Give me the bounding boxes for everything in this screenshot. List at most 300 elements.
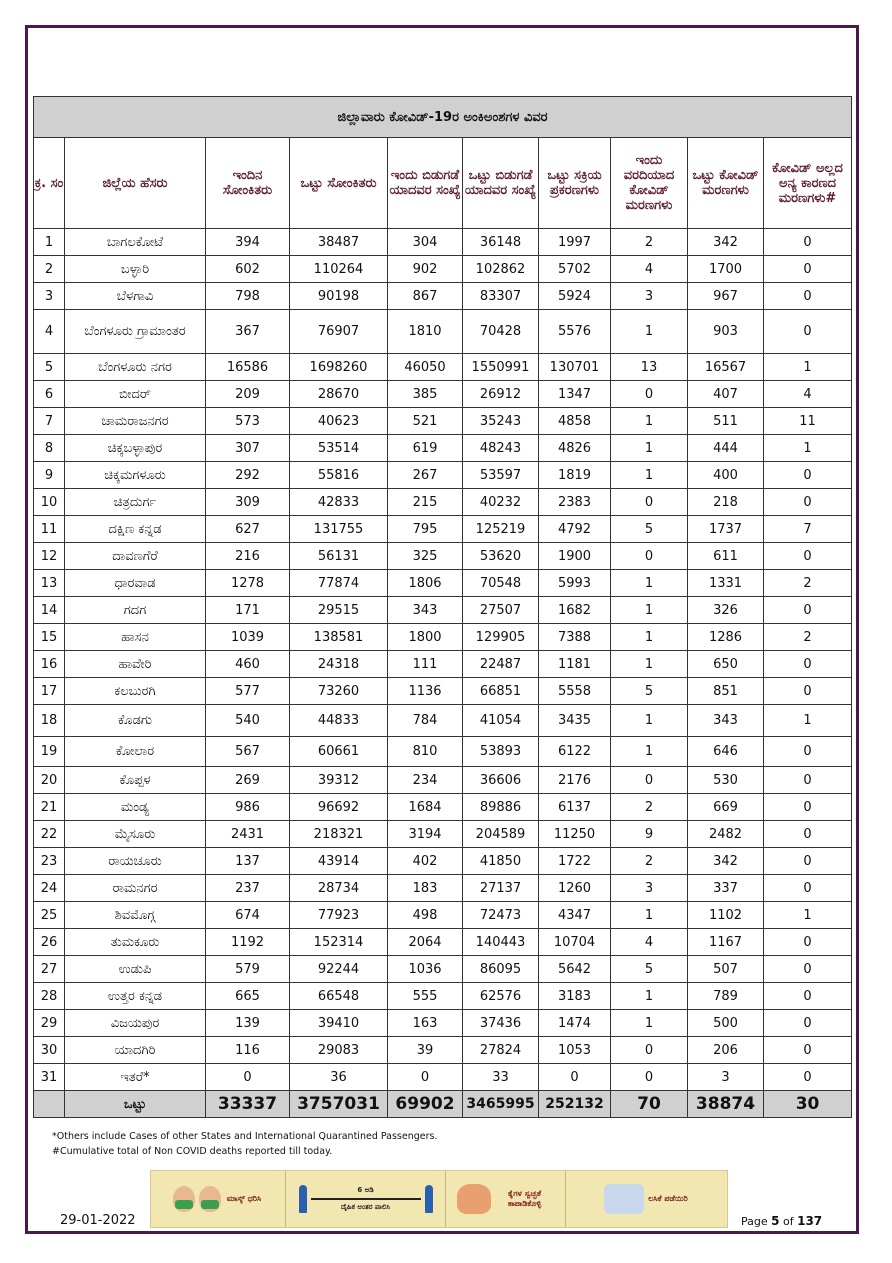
cell-active: 1474	[539, 1010, 611, 1037]
footnote-others: *Others include Cases of other States and International Quarantined Passengers.	[52, 1131, 438, 1142]
banner-vaccine	[566, 1171, 726, 1227]
cell-active: 4826	[539, 435, 611, 462]
cell-total-discharged: 1550991	[463, 354, 539, 381]
footnotes	[52, 1129, 438, 1159]
cell-today-positive: 269	[206, 767, 290, 794]
cell-today-deaths: 0	[611, 543, 688, 570]
cell-non-covid-deaths: 0	[764, 462, 852, 489]
cell-total-positive: 73260	[290, 678, 388, 705]
cell-non-covid-deaths: 0	[764, 651, 852, 678]
table-row	[34, 737, 852, 767]
table-title: ಜಿಲ್ಲಾವಾರು ಕೋವಿಡ್-19ರ ಅಂಕಿಅಂಶಗಳ ವಿವರ	[34, 97, 852, 138]
cell-active: 10704	[539, 929, 611, 956]
cell-total-positive: 29083	[290, 1037, 388, 1064]
total-today-positive: 33337	[206, 1091, 290, 1118]
cell-total-discharged: 35243	[463, 408, 539, 435]
header-active: ಒಟ್ಟು ಸಕ್ರಿಯ ಪ್ರಕರಣಗಳು	[539, 138, 611, 229]
cell-today-discharged: 619	[388, 435, 463, 462]
cell-sl: 27	[34, 956, 65, 983]
table-row	[34, 848, 852, 875]
cell-district: ಚಿಕ್ಕಮಗಳೂರು	[65, 462, 206, 489]
cell-active: 1900	[539, 543, 611, 570]
header-today-positive: ಇಂದಿನ ಸೋಂಕಿತರು	[206, 138, 290, 229]
person-icon	[425, 1185, 433, 1213]
cell-today-positive: 367	[206, 310, 290, 354]
cell-total-positive: 53514	[290, 435, 388, 462]
distance-value: 6 ಅಡಿ	[357, 1186, 374, 1194]
table-row	[34, 1037, 852, 1064]
cell-total-discharged: 125219	[463, 516, 539, 543]
cell-total-positive: 90198	[290, 283, 388, 310]
cell-sl: 12	[34, 543, 65, 570]
district-covid-table	[33, 96, 852, 1118]
cell-total-discharged: 36148	[463, 229, 539, 256]
banner-vaccine-label: ಲಸಿಕೆ ಪಡೆಯಿರಿ	[648, 1194, 688, 1203]
cell-sl: 10	[34, 489, 65, 516]
table-row	[34, 229, 852, 256]
cell-today-discharged: 867	[388, 283, 463, 310]
cell-today-positive: 2431	[206, 821, 290, 848]
cell-today-discharged: 1800	[388, 624, 463, 651]
banner-distance	[286, 1171, 446, 1227]
total-total-positive: 3757031	[290, 1091, 388, 1118]
cell-total-discharged: 72473	[463, 902, 539, 929]
cell-today-deaths: 13	[611, 354, 688, 381]
cell-today-deaths: 0	[611, 1064, 688, 1091]
cell-total-deaths: 326	[688, 597, 764, 624]
cell-total-discharged: 53597	[463, 462, 539, 489]
header-today-deaths: ಇಂದು ವರದಿಯಾದ ಕೋವಿಡ್ ಮರಣಗಳು	[611, 138, 688, 229]
cell-total-deaths: 16567	[688, 354, 764, 381]
cell-total-positive: 92244	[290, 956, 388, 983]
cell-total-discharged: 33	[463, 1064, 539, 1091]
cell-today-deaths: 0	[611, 381, 688, 408]
cell-total-discharged: 40232	[463, 489, 539, 516]
table-row	[34, 435, 852, 462]
cell-active: 4347	[539, 902, 611, 929]
cell-sl: 24	[34, 875, 65, 902]
cell-non-covid-deaths: 0	[764, 929, 852, 956]
double-arrow-icon	[311, 1198, 421, 1200]
vaccination-icon	[604, 1184, 644, 1214]
table-row	[34, 489, 852, 516]
cell-today-discharged: 183	[388, 875, 463, 902]
cell-district: ಮೈಸೂರು	[65, 821, 206, 848]
cell-today-positive: 209	[206, 381, 290, 408]
cell-today-discharged: 343	[388, 597, 463, 624]
cell-total-deaths: 342	[688, 848, 764, 875]
cell-sl: 26	[34, 929, 65, 956]
total-today-deaths: 70	[611, 1091, 688, 1118]
table-row	[34, 354, 852, 381]
cell-today-deaths: 1	[611, 1010, 688, 1037]
cell-non-covid-deaths: 0	[764, 848, 852, 875]
cell-today-discharged: 215	[388, 489, 463, 516]
cell-non-covid-deaths: 4	[764, 381, 852, 408]
cell-today-deaths: 3	[611, 875, 688, 902]
table-row	[34, 570, 852, 597]
cell-today-discharged: 1810	[388, 310, 463, 354]
cell-total-deaths: 669	[688, 794, 764, 821]
cell-today-discharged: 1684	[388, 794, 463, 821]
cell-today-discharged: 2064	[388, 929, 463, 956]
cell-today-discharged: 46050	[388, 354, 463, 381]
cell-district: ತುಮಕೂರು	[65, 929, 206, 956]
cell-total-positive: 110264	[290, 256, 388, 283]
cell-total-deaths: 646	[688, 737, 764, 767]
cell-today-deaths: 1	[611, 737, 688, 767]
cell-total-discharged: 27824	[463, 1037, 539, 1064]
page-current: 5	[771, 1214, 780, 1228]
total-active: 252132	[539, 1091, 611, 1118]
cell-today-discharged: 325	[388, 543, 463, 570]
table-row	[34, 408, 852, 435]
cell-today-discharged: 3194	[388, 821, 463, 848]
cell-non-covid-deaths: 0	[764, 767, 852, 794]
cell-today-discharged: 402	[388, 848, 463, 875]
cell-today-deaths: 1	[611, 435, 688, 462]
cell-total-discharged: 86095	[463, 956, 539, 983]
cell-total-discharged: 70428	[463, 310, 539, 354]
cell-district: ಚಿಕ್ಕಬಳ್ಳಾಪುರ	[65, 435, 206, 462]
cell-total-deaths: 789	[688, 983, 764, 1010]
hand-wash-icon	[457, 1184, 491, 1214]
cell-sl: 23	[34, 848, 65, 875]
cell-total-deaths: 337	[688, 875, 764, 902]
cell-sl: 19	[34, 737, 65, 767]
cell-today-discharged: 498	[388, 902, 463, 929]
cell-total-deaths: 206	[688, 1037, 764, 1064]
total-row	[34, 1091, 852, 1118]
cell-total-positive: 96692	[290, 794, 388, 821]
cell-today-discharged: 902	[388, 256, 463, 283]
cell-non-covid-deaths: 0	[764, 875, 852, 902]
cell-today-positive: 309	[206, 489, 290, 516]
cell-today-deaths: 9	[611, 821, 688, 848]
cell-today-deaths: 5	[611, 678, 688, 705]
cell-active: 1819	[539, 462, 611, 489]
cell-total-deaths: 407	[688, 381, 764, 408]
cell-today-discharged: 163	[388, 1010, 463, 1037]
cell-total-positive: 29515	[290, 597, 388, 624]
cell-district: ಚಾಮರಾಜನಗರ	[65, 408, 206, 435]
cell-total-deaths: 218	[688, 489, 764, 516]
masked-face-icon	[173, 1186, 195, 1212]
cell-today-deaths: 3	[611, 283, 688, 310]
cell-non-covid-deaths: 0	[764, 283, 852, 310]
cell-non-covid-deaths: 0	[764, 737, 852, 767]
cell-active: 6137	[539, 794, 611, 821]
cell-non-covid-deaths: 7	[764, 516, 852, 543]
cell-today-deaths: 1	[611, 624, 688, 651]
cell-district: ಮಂಡ್ಯ	[65, 794, 206, 821]
table-row	[34, 902, 852, 929]
cell-sl: 31	[34, 1064, 65, 1091]
cell-non-covid-deaths: 0	[764, 229, 852, 256]
header-total-deaths: ಒಟ್ಟು ಕೋವಿಡ್ ಮರಣಗಳು	[688, 138, 764, 229]
table-row	[34, 875, 852, 902]
cell-total-discharged: 41850	[463, 848, 539, 875]
cell-total-deaths: 511	[688, 408, 764, 435]
table-row	[34, 256, 852, 283]
table-row	[34, 597, 852, 624]
cell-total-discharged: 41054	[463, 705, 539, 737]
cell-today-deaths: 1	[611, 651, 688, 678]
cell-district: ಕಲಬುರಗಿ	[65, 678, 206, 705]
cell-active: 1682	[539, 597, 611, 624]
cell-active: 130701	[539, 354, 611, 381]
cell-today-discharged: 267	[388, 462, 463, 489]
table-row	[34, 821, 852, 848]
cell-today-positive: 665	[206, 983, 290, 1010]
cell-non-covid-deaths: 0	[764, 543, 852, 570]
cell-active: 4858	[539, 408, 611, 435]
table-row	[34, 929, 852, 956]
cell-total-positive: 24318	[290, 651, 388, 678]
cell-total-positive: 40623	[290, 408, 388, 435]
cell-sl: 16	[34, 651, 65, 678]
cell-district: ಕೊಡಗು	[65, 705, 206, 737]
cell-sl: 15	[34, 624, 65, 651]
cell-active: 5576	[539, 310, 611, 354]
masked-face-icon	[199, 1186, 221, 1212]
cell-active: 1347	[539, 381, 611, 408]
cell-sl: 14	[34, 597, 65, 624]
cell-today-deaths: 1	[611, 983, 688, 1010]
cell-active: 11250	[539, 821, 611, 848]
cell-district: ಶಿವಮೊಗ್ಗ	[65, 902, 206, 929]
cell-today-positive: 307	[206, 435, 290, 462]
cell-district: ಬಳ್ಳಾರಿ	[65, 256, 206, 283]
header-district: ಜಿಲ್ಲೆಯ ಹೆಸರು	[65, 138, 206, 229]
cell-active: 1722	[539, 848, 611, 875]
cell-today-positive: 627	[206, 516, 290, 543]
cell-sl: 1	[34, 229, 65, 256]
cell-sl: 22	[34, 821, 65, 848]
cell-total-deaths: 342	[688, 229, 764, 256]
cell-today-deaths: 0	[611, 767, 688, 794]
cell-total-positive: 1698260	[290, 354, 388, 381]
cell-sl: 30	[34, 1037, 65, 1064]
cell-today-positive: 16586	[206, 354, 290, 381]
cell-total-discharged: 53620	[463, 543, 539, 570]
cell-today-discharged: 1036	[388, 956, 463, 983]
total-sl	[34, 1091, 65, 1118]
banner-mask-label: ಮಾಸ್ಕ್ ಧರಿಸಿ	[226, 1194, 262, 1203]
cell-total-positive: 36	[290, 1064, 388, 1091]
cell-total-positive: 77923	[290, 902, 388, 929]
cell-today-discharged: 521	[388, 408, 463, 435]
cell-non-covid-deaths: 2	[764, 624, 852, 651]
cell-total-discharged: 37436	[463, 1010, 539, 1037]
header-total-positive: ಒಟ್ಟು ಸೋಂಕಿತರು	[290, 138, 388, 229]
cell-total-positive: 152314	[290, 929, 388, 956]
cell-active: 7388	[539, 624, 611, 651]
cell-sl: 29	[34, 1010, 65, 1037]
cell-total-positive: 28734	[290, 875, 388, 902]
cell-today-deaths: 1	[611, 705, 688, 737]
cell-active: 1997	[539, 229, 611, 256]
cell-non-covid-deaths: 1	[764, 705, 852, 737]
cell-active: 1181	[539, 651, 611, 678]
cell-sl: 8	[34, 435, 65, 462]
total-today-discharged: 69902	[388, 1091, 463, 1118]
cell-total-deaths: 967	[688, 283, 764, 310]
cell-today-discharged: 304	[388, 229, 463, 256]
total-total-deaths: 38874	[688, 1091, 764, 1118]
cell-total-discharged: 53893	[463, 737, 539, 767]
table-row	[34, 310, 852, 354]
cell-non-covid-deaths: 0	[764, 1037, 852, 1064]
cell-total-discharged: 83307	[463, 283, 539, 310]
cell-today-discharged: 111	[388, 651, 463, 678]
page-number: Page 5 of 137	[741, 1214, 823, 1228]
footnote-non-covid: #Cumulative total of Non COVID deaths reported till today.	[52, 1146, 333, 1157]
table-row	[34, 543, 852, 570]
cell-sl: 4	[34, 310, 65, 354]
cell-district: ಯಾದಗಿರಿ	[65, 1037, 206, 1064]
cell-today-discharged: 555	[388, 983, 463, 1010]
table-row	[34, 1010, 852, 1037]
table-row	[34, 678, 852, 705]
cell-today-deaths: 2	[611, 794, 688, 821]
cell-district: ವಿಜಯಪುರ	[65, 1010, 206, 1037]
cell-total-positive: 56131	[290, 543, 388, 570]
cell-total-positive: 55816	[290, 462, 388, 489]
cell-today-deaths: 2	[611, 848, 688, 875]
cell-non-covid-deaths: 0	[764, 489, 852, 516]
cell-active: 5702	[539, 256, 611, 283]
cell-total-discharged: 102862	[463, 256, 539, 283]
cell-today-positive: 171	[206, 597, 290, 624]
cell-today-deaths: 5	[611, 516, 688, 543]
cell-active: 3183	[539, 983, 611, 1010]
cell-total-deaths: 343	[688, 705, 764, 737]
cell-total-discharged: 26912	[463, 381, 539, 408]
cell-today-discharged: 795	[388, 516, 463, 543]
cell-total-discharged: 70548	[463, 570, 539, 597]
cell-active: 2176	[539, 767, 611, 794]
cell-today-discharged: 1136	[388, 678, 463, 705]
cell-sl: 3	[34, 283, 65, 310]
cell-today-deaths: 1	[611, 462, 688, 489]
cell-today-positive: 137	[206, 848, 290, 875]
cell-sl: 25	[34, 902, 65, 929]
cell-sl: 28	[34, 983, 65, 1010]
cell-district: ಕೊಪ್ಪಳ	[65, 767, 206, 794]
cell-today-deaths: 0	[611, 489, 688, 516]
cell-active: 5558	[539, 678, 611, 705]
cell-total-discharged: 27507	[463, 597, 539, 624]
cell-total-discharged: 89886	[463, 794, 539, 821]
cell-district: ದಾವಣಗೆರೆ	[65, 543, 206, 570]
cell-total-positive: 39410	[290, 1010, 388, 1037]
cell-district: ಬೀದರ್	[65, 381, 206, 408]
cell-total-deaths: 507	[688, 956, 764, 983]
person-icon	[299, 1185, 307, 1213]
cell-sl: 11	[34, 516, 65, 543]
cell-today-positive: 986	[206, 794, 290, 821]
cell-total-discharged: 48243	[463, 435, 539, 462]
cell-today-discharged: 385	[388, 381, 463, 408]
header-today-discharged: ಇಂದು ಬಿಡುಗಡೆ ಯಾದವರ ಸಂಖ್ಯೆ	[388, 138, 463, 229]
cell-non-covid-deaths: 11	[764, 408, 852, 435]
cell-sl: 21	[34, 794, 65, 821]
table-row	[34, 767, 852, 794]
cell-total-positive: 44833	[290, 705, 388, 737]
cell-today-positive: 577	[206, 678, 290, 705]
cell-sl: 2	[34, 256, 65, 283]
cell-today-deaths: 1	[611, 408, 688, 435]
table-row	[34, 983, 852, 1010]
cell-active: 6122	[539, 737, 611, 767]
total-non-covid-deaths: 30	[764, 1091, 852, 1118]
cell-total-positive: 77874	[290, 570, 388, 597]
distance-text: ದೈಹಿಕ ಅಂತರ ಪಾಲಿಸಿ	[340, 1203, 391, 1211]
cell-today-deaths: 2	[611, 229, 688, 256]
total-total-discharged: 3465995	[463, 1091, 539, 1118]
cell-today-positive: 602	[206, 256, 290, 283]
cell-today-deaths: 1	[611, 902, 688, 929]
header-sl: ಕ್ರ. ಸಂ	[34, 138, 65, 229]
cell-sl: 20	[34, 767, 65, 794]
cell-non-covid-deaths: 1	[764, 354, 852, 381]
cell-today-deaths: 1	[611, 570, 688, 597]
cell-non-covid-deaths: 0	[764, 794, 852, 821]
cell-total-positive: 76907	[290, 310, 388, 354]
cell-total-positive: 42833	[290, 489, 388, 516]
cell-today-deaths: 4	[611, 256, 688, 283]
distance-arrow	[311, 1186, 421, 1212]
table-row	[34, 1064, 852, 1091]
cell-district: ಗದಗ	[65, 597, 206, 624]
cell-non-covid-deaths: 0	[764, 821, 852, 848]
cell-today-positive: 1039	[206, 624, 290, 651]
cell-active: 5993	[539, 570, 611, 597]
cell-district: ರಾಮನಗರ	[65, 875, 206, 902]
cell-today-positive: 1278	[206, 570, 290, 597]
cell-total-deaths: 3	[688, 1064, 764, 1091]
cell-non-covid-deaths: 0	[764, 597, 852, 624]
cell-active: 5924	[539, 283, 611, 310]
cell-today-deaths: 4	[611, 929, 688, 956]
cell-total-deaths: 1737	[688, 516, 764, 543]
banner-mask	[151, 1171, 286, 1227]
cell-total-positive: 131755	[290, 516, 388, 543]
cell-district: ಕೋಲಾರ	[65, 737, 206, 767]
cell-sl: 13	[34, 570, 65, 597]
cell-today-positive: 798	[206, 283, 290, 310]
cell-non-covid-deaths: 0	[764, 983, 852, 1010]
cell-district: ಬೆಂಗಳೂರು ಗ್ರಾಮಾಂತರ	[65, 310, 206, 354]
cell-total-deaths: 1286	[688, 624, 764, 651]
cell-non-covid-deaths: 0	[764, 256, 852, 283]
cell-sl: 17	[34, 678, 65, 705]
cell-today-positive: 0	[206, 1064, 290, 1091]
cell-district: ದಕ್ಷಿಣ ಕನ್ನಡ	[65, 516, 206, 543]
cell-today-discharged: 810	[388, 737, 463, 767]
cell-today-positive: 460	[206, 651, 290, 678]
cell-total-deaths: 444	[688, 435, 764, 462]
cell-total-deaths: 1700	[688, 256, 764, 283]
cell-district: ಬೆಂಗಳೂರು ನಗರ	[65, 354, 206, 381]
cell-non-covid-deaths: 0	[764, 1064, 852, 1091]
cell-non-covid-deaths: 0	[764, 956, 852, 983]
cell-total-discharged: 140443	[463, 929, 539, 956]
cell-total-deaths: 1102	[688, 902, 764, 929]
cell-active: 0	[539, 1064, 611, 1091]
cell-total-positive: 38487	[290, 229, 388, 256]
